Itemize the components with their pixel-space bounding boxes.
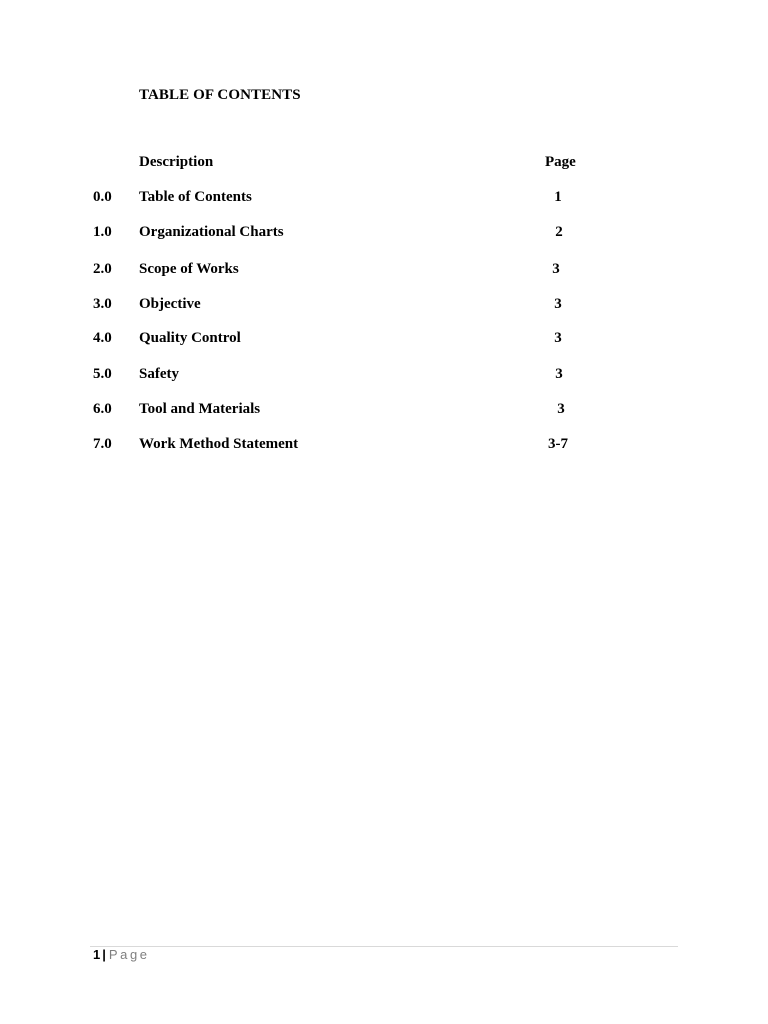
toc-page-number: 3 bbox=[554, 330, 562, 346]
footer-divider bbox=[90, 946, 678, 947]
toc-title: Objective bbox=[139, 296, 201, 312]
toc-row bbox=[0, 366, 768, 386]
toc-row bbox=[0, 436, 768, 456]
toc-title: Safety bbox=[139, 366, 179, 382]
footer-page-label: Page bbox=[108, 947, 150, 962]
toc-number: 2.0 bbox=[93, 261, 112, 277]
toc-title: Table of Contents bbox=[139, 189, 252, 205]
toc-row bbox=[0, 224, 768, 244]
toc-number: 7.0 bbox=[93, 436, 112, 452]
toc-number: 6.0 bbox=[93, 401, 112, 417]
toc-number: 3.0 bbox=[93, 296, 112, 312]
footer-page-number: 1 bbox=[93, 947, 101, 962]
toc-page-number: 3 bbox=[557, 401, 565, 417]
footer-separator: | bbox=[102, 947, 106, 962]
toc-title: Organizational Charts bbox=[139, 224, 284, 240]
toc-page-number: 3 bbox=[554, 296, 562, 312]
toc-row bbox=[0, 330, 768, 350]
toc-page-number: 3 bbox=[552, 261, 560, 277]
toc-row bbox=[0, 261, 768, 281]
toc-page-number: 3 bbox=[555, 366, 563, 382]
toc-number: 5.0 bbox=[93, 366, 112, 382]
toc-page-number: 3-7 bbox=[548, 436, 568, 452]
toc-row bbox=[0, 189, 768, 209]
toc-page-number: 1 bbox=[554, 189, 562, 205]
toc-number: 0.0 bbox=[93, 189, 112, 205]
toc-row bbox=[0, 401, 768, 421]
page-footer bbox=[93, 947, 150, 962]
toc-title: Tool and Materials bbox=[139, 401, 261, 417]
toc-number: 4.0 bbox=[93, 330, 112, 346]
column-header-page: Page bbox=[545, 154, 576, 170]
column-header-description: Description bbox=[139, 154, 214, 170]
toc-title: Work Method Statement bbox=[139, 436, 299, 452]
toc-title: Quality Control bbox=[139, 330, 241, 346]
toc-row bbox=[0, 296, 768, 316]
toc-page-number: 2 bbox=[555, 224, 563, 240]
page-title: TABLE OF CONTENTS bbox=[139, 87, 301, 103]
toc-number: 1.0 bbox=[93, 224, 112, 240]
toc-title: Scope of Works bbox=[139, 261, 239, 277]
